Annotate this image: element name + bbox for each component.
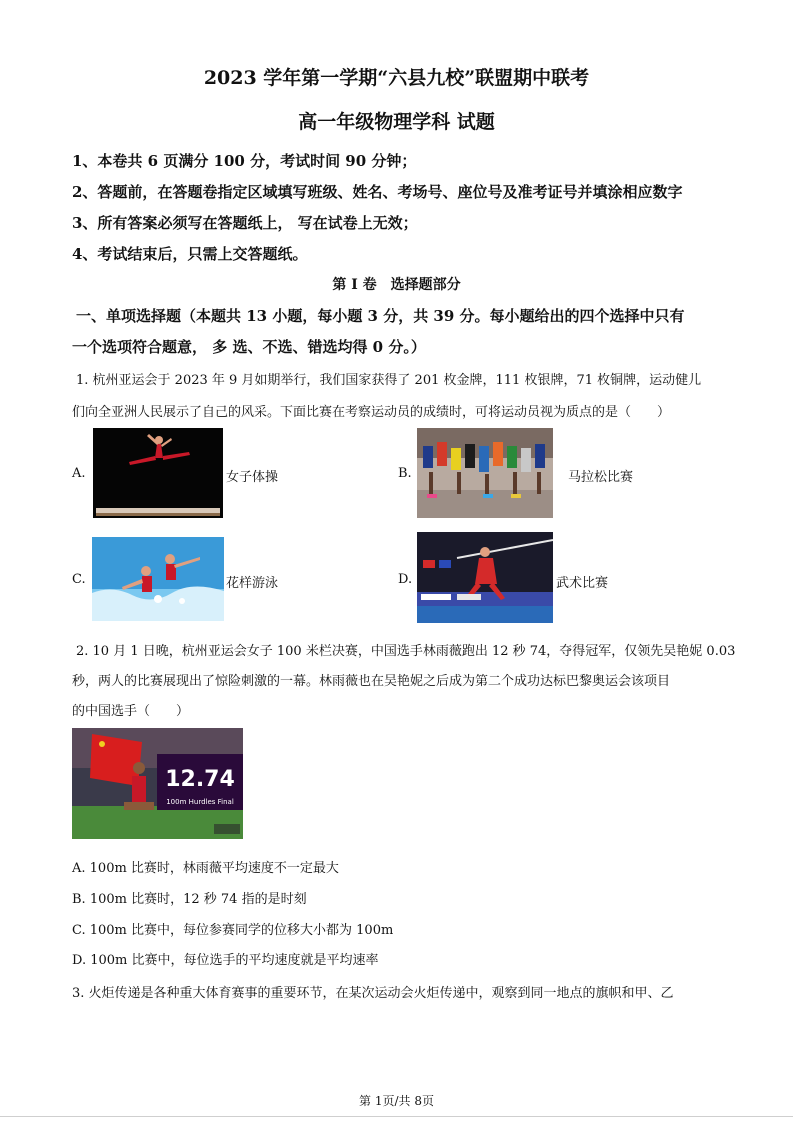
q1-option-b-letter: B.: [398, 466, 412, 481]
q2-stem-line3: 的中国选手（ ）: [72, 704, 190, 719]
q1-option-a-caption: 女子体操: [226, 470, 279, 485]
q1-option-d-letter: D.: [398, 572, 413, 587]
notice-2: 2、答题前，在答题卷指定区域填写班级、姓名、考场号、座位号及准考证号并填涂相应数字: [72, 183, 683, 201]
notice-3: 3、所有答案必须写在答题纸上， 写在试卷上无效；: [72, 214, 418, 232]
section-instruction-line1: 一、单项选择题（本题共 13 小题，每小题 3 分，共 39 分。每小题给出的四个选择中只有: [76, 307, 685, 325]
q2-option-d: D. 100m 比赛中，每位选手的平均速度就是平均速率: [72, 953, 379, 968]
section-instruction-line2: 一个选项符合题意， 多 选、不选、错选均得 0 分。）: [72, 338, 426, 356]
section-title: 第 I 卷 选择题部分: [332, 277, 461, 293]
q1-option-a-letter: A.: [72, 466, 86, 481]
notice-4: 4、考试结束后，只需上交答题纸。: [72, 245, 308, 263]
q1-stem-line2: 们向全亚洲人民展示了自己的风采。下面比赛在考察运动员的成绩时，可将运动员视为质点的是（ ）: [72, 405, 671, 420]
martial-arts-photo: [417, 532, 553, 623]
q2-option-b: B. 100m 比赛时，12 秒 74 指的是时刻: [72, 892, 307, 907]
page-number: 第 1页/共 8页: [359, 1094, 434, 1108]
q3-stem-line1: 3. 火炬传递是各种重大体育赛事的重要环节，在某次运动会火炬传递中，观察到同一地点的旗帜和甲、乙: [72, 986, 674, 1001]
q1-stem-line1: 1. 杭州亚运会于 2023 年 9 月如期举行，我们国家获得了 201 枚金牌，111 枚银牌，71 枚铜牌，运动健儿: [76, 373, 702, 388]
exam-subtitle: 高一年级物理学科 试题: [298, 111, 495, 133]
gymnastics-photo: [93, 428, 223, 518]
bottom-divider: [0, 1116, 793, 1117]
q1-option-c-letter: C.: [72, 572, 86, 587]
exam-title: 2023 学年第一学期“六县九校”联盟期中联考: [203, 67, 590, 89]
photo-time-display: 12.74: [165, 767, 235, 792]
photo-event-display: 100m Hurdles Final: [166, 798, 234, 806]
q2-option-c: C. 100m 比赛中，每位参赛同学的位移大小都为 100m: [72, 923, 394, 938]
q1-option-d-caption: 武术比赛: [556, 576, 609, 591]
q1-option-b-caption: 马拉松比赛: [568, 470, 634, 485]
q1-option-c-caption: 花样游泳: [226, 576, 279, 591]
marathon-photo: [417, 428, 553, 518]
q2-stem-line2: 秒，两人的比赛展现出了惊险刺激的一幕。林雨薇也在吴艳妮之后成为第二个成功达标巴黎奥运会该项目: [72, 674, 671, 689]
hurdles-photo: [72, 728, 243, 839]
q2-stem-line1: 2. 10 月 1 日晚，杭州亚运会女子 100 米栏决赛，中国选手林雨薇跑出 12 秒 74，夺得冠军，仅领先吴艳妮 0.03: [76, 644, 736, 659]
q2-option-a: A. 100m 比赛时，林雨薇平均速度不一定最大: [72, 861, 339, 876]
synchronized-swimming-photo: [92, 537, 224, 621]
notice-1: 1、本卷共 6 页满分 100 分，考试时间 90 分钟；: [72, 152, 417, 170]
